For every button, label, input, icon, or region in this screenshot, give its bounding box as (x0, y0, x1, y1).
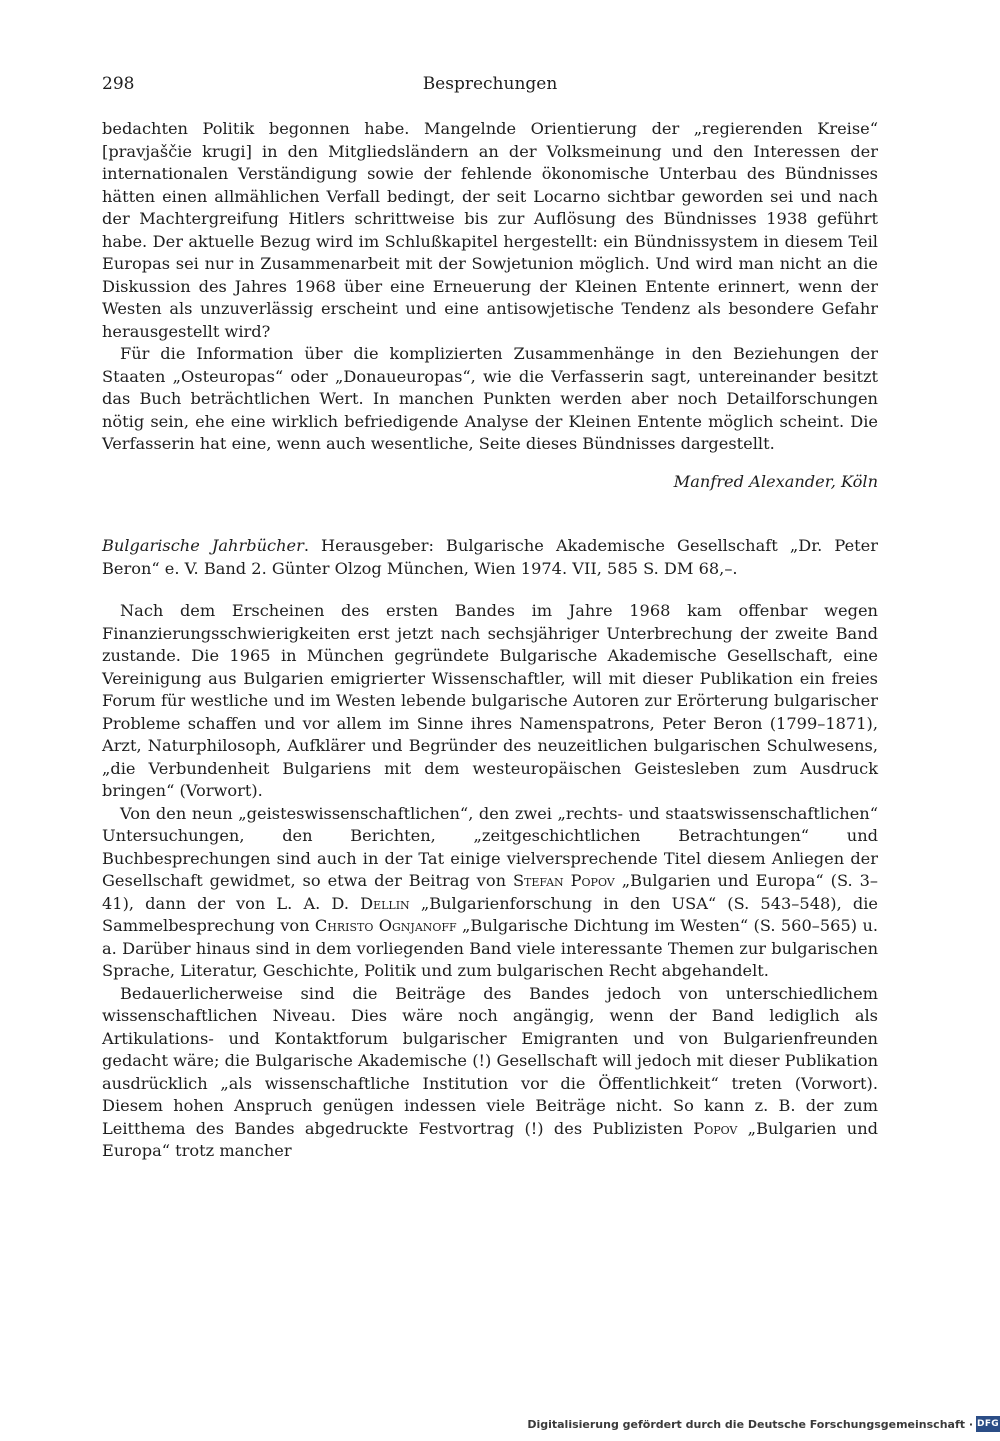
page-number: 298 (102, 74, 135, 94)
review1-signature: Manfred Alexander, Köln (673, 471, 878, 491)
review2-paragraph-1: Nach dem Erscheinen des ersten Bandes im Jahre 1968 kam offenbar wegen Finanzierungsschwierigkeiten erst jetzt nach sechsjähriger Unterbrechung der zweite Band zustande. Die 1965 in München gegründete Bulgarische Akademische Gesellschaft, eine Vereinigung aus Bulgarien emigrierter Wissenschaftler, will mit dieser Publikation ein freies Forum für westliche und im Westen lebende bulgarische Autoren zur Erörterung bulgarischer Probleme schaffen und vor allem im Sinne ihres Namenspatrons, Peter Beron (1799–1871), Arzt, Naturphilosoph, Aufklärer und Begründer des neuzeitlichen bulgarischen Schulwesens, „die Verbundenheit Bulgariens mit dem westeuropäischen Geistesleben zum Ausdruck bringen“ (Vorwort). (102, 601, 878, 800)
dfg-logo-icon: DFG (976, 1416, 1000, 1432)
page-body (102, 118, 878, 1163)
author-name: Christo Ognjanoff (314, 916, 457, 935)
bib-gap (102, 580, 878, 600)
author-name: Dellin (360, 893, 410, 913)
footer-text: Digitalisierung gefördert durch die Deutsche Forschungsgemeinschaft · (527, 1417, 973, 1431)
review2-bibliographic-entry (102, 535, 878, 580)
section-spacer (102, 493, 878, 535)
review2-p2-text-d: „Bulgarische Dichtung im Westen“ (S. 560–565) u. a. Darüber hinaus sind in dem vorliegenden Band viele interessante Themen zur bulgarischen Sprache, Literatur, Geschichte, Politik und zum bulgarischen Recht abgehandelt. (102, 916, 879, 980)
review2-p2-text-a: Von den neun „geisteswissenschaftlichen“, den zwei „rechts- und staatswissenschaftlichen“ Untersuchungen, den Berichten, „zeitgeschichtlichen Betrachtungen“ und Buchbesprechungen sind auch in der Tat einige vielversprechende Titel diesem Anliegen der Gesellschaft gewidmet, so etwa der Beitrag von (102, 803, 878, 890)
running-title: Besprechungen (422, 74, 558, 94)
review1-paragraph-2: Für die Information über die komplizierten Zusammenhänge in den Beziehungen der Staaten „Osteuropas“ oder „Donaueuropas“, wie die Verfasserin sagt, untereinander besitzt das Buch beträchtlichen Wert. In manchen Punkten werden aber noch Detailforschungen nötig sein, ehe eine wirklich befriedigende Analyse der Kleinen Entente möglich scheint. Die Verfasserin hat eine, wenn auch wesentliche, Seite dieses Bündnisses dargestellt. (102, 344, 878, 453)
review2-paragraph-2 (102, 803, 878, 983)
page-header (102, 74, 878, 102)
author-name: Popov (693, 1118, 738, 1138)
review2-p2-text-c: „Bulgarienforschung in den USA“ (S. 543–548), die Sammelbesprechung von (102, 893, 878, 935)
digitization-footer (527, 1413, 1000, 1435)
review2-p3-text-b: „Bulgarien und Europa“ trotz mancher (102, 1118, 878, 1160)
review2-bib-details: . Herausgeber: Bulgarische Akademische Gesellschaft „Dr. Peter Beron“ e. V. Band 2. Günter Olzog München, Wien 1974. VII, 585 S. DM 68,–. (102, 536, 878, 578)
review2-p3-text-a: Bedauerlicherweise sind die Beiträge des Bandes jedoch von unterschiedlichem wissenschaftlichen Niveau. Dies wäre noch angängig, wenn der Band lediglich als Artikulations- und Kontaktforum bulgarischer Emigranten und von Bulgarienfreunden gedacht wäre; die Bulgarische Akademische (!) Gesellschaft will jedoch mit dieser Publikation ausdrücklich „als wissenschaftliche Institution vor die Öffentlichkeit“ treten (Vorwort). Diesem hohen Anspruch genügen indessen viele Beiträge nicht. So kann z. B. der zum Leitthema des Bandes abgedruckte Festvortrag (!) des Publizisten (102, 983, 878, 1138)
review2-journal-title: Bulgarische Jahrbücher (102, 536, 304, 555)
author-name: Stefan Popov (512, 871, 615, 890)
review2-p2-text-b: „Bulgarien und Europa“ (S. 3–41), dann der von L. A. D. (102, 871, 879, 913)
review1-paragraph-1: bedachten Politik begonnen habe. Mangelnde Orientierung der „regierenden Kreise“ [pravjaščie krugi] in den Mitgliedsländern an der Volksmeinung und den Interessen der internationalen Verständigung sowie der fehlende ökonomische Unterbau des Bündnisses hätten einen allmählichen Verfall bedingt, der seit Locarno sichtbar geworden sei und nach der Machtergreifung Hitlers schrittweise bis zur Auflösung des Bündnisses 1938 geführt habe. Der aktuelle Bezug wird im Schlußkapitel hergestellt: ein Bündnissystem in diesem Teil Europas sei nur in Zusammenarbeit mit der Sowjetunion möglich. Und wird man nicht an die Diskussion des Jahres 1968 über eine Erneuerung der Kleinen Entente erinnert, wenn der Westen als unzuverlässig erscheint und eine antisowjetische Tendenz als besondere Gefahr herausgestellt wird? (102, 119, 878, 341)
review2-paragraph-3 (102, 983, 878, 1163)
